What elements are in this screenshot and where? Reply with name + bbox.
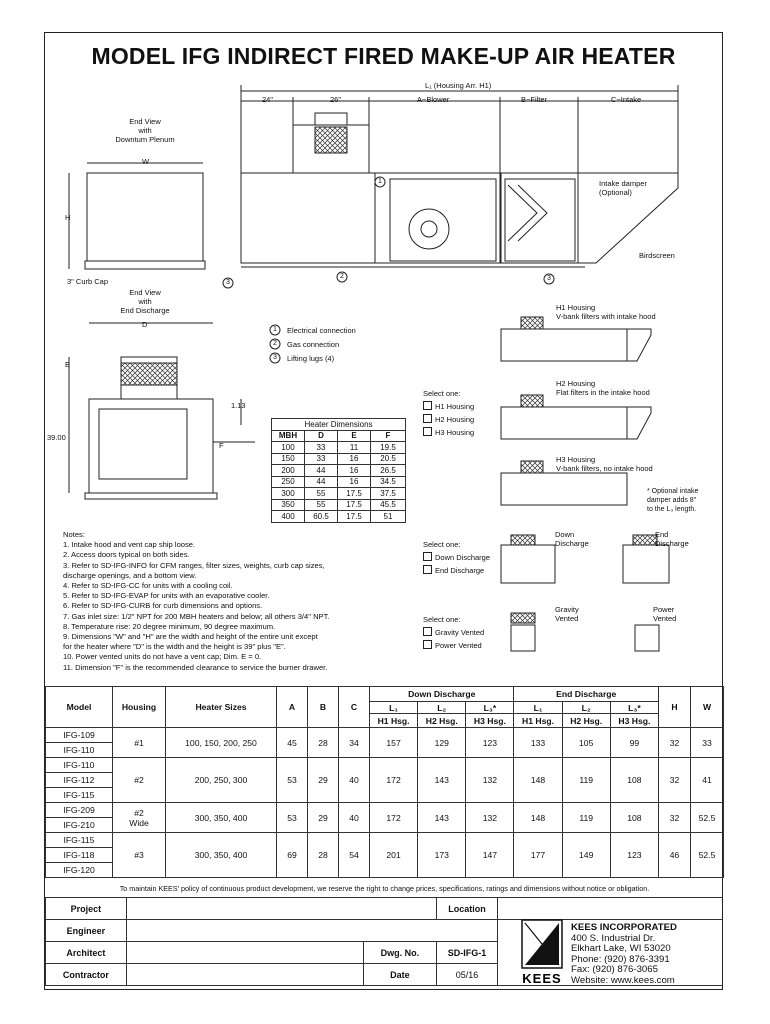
- h1-housing-label: H1 Housing V-bank filters with intake hood: [556, 303, 656, 321]
- dim-24-label: 24": [262, 95, 274, 104]
- col-h: H: [659, 687, 691, 728]
- dimension-cell: 33: [305, 453, 338, 465]
- length-cell: 201: [370, 833, 418, 878]
- dimension-cell: 350: [272, 499, 305, 511]
- col-l1: L₁: [370, 702, 418, 714]
- housing-cell: #2 Wide: [113, 803, 166, 833]
- dimension-row: [272, 476, 406, 488]
- b-cell: 29: [308, 758, 339, 803]
- option-label: H3 Housing: [435, 428, 475, 437]
- col-f: F: [371, 430, 406, 442]
- engineer-label: Engineer: [46, 920, 127, 942]
- dimension-cell: 16: [338, 476, 371, 488]
- select-label: Select one:: [423, 540, 461, 549]
- length-cell: 108: [610, 758, 658, 803]
- table-row: [46, 758, 724, 773]
- model-cell: IFG-210: [46, 818, 113, 833]
- location-field[interactable]: [497, 898, 722, 920]
- model-cell: IFG-110: [46, 743, 113, 758]
- contractor-field[interactable]: [127, 964, 364, 985]
- col-h2-hsg: H2 Hsg.: [418, 714, 466, 728]
- note-item: 9. Dimensions "W" and "H" are the width and height of the entire unit except: [63, 632, 318, 642]
- dimension-cell: 60.5: [305, 511, 338, 523]
- dimension-row: [272, 442, 406, 454]
- company-website[interactable]: Website: www.kees.com: [571, 974, 675, 986]
- col-down-discharge: Down Discharge: [370, 687, 514, 702]
- dimension-cell: 44: [305, 476, 338, 488]
- dimension-cell: 250: [272, 476, 305, 488]
- col-l1: L₁: [514, 702, 562, 714]
- page-title: MODEL IFG INDIRECT FIRED MAKE-UP AIR HEATER: [91, 43, 676, 69]
- option-label: Gravity Vented: [435, 628, 485, 637]
- col-l3: L₃*: [610, 702, 658, 714]
- dim-113-label: 1.13: [231, 401, 246, 410]
- housing-cell: #3: [113, 833, 166, 878]
- a-cell: 53: [277, 758, 308, 803]
- dimension-cell: 51: [371, 511, 406, 523]
- model-cell: IFG-209: [46, 803, 113, 818]
- dimension-cell: 45.5: [371, 499, 406, 511]
- legend-callout-1: 1: [273, 326, 277, 333]
- notes: [63, 530, 330, 673]
- model-cell: IFG-115: [46, 788, 113, 803]
- dimension-cell: 200: [272, 465, 305, 477]
- dimension-cell: 20.5: [371, 453, 406, 465]
- dimension-row: [272, 499, 406, 511]
- heater-dimensions-table: [271, 418, 406, 523]
- engineer-field[interactable]: [126, 920, 497, 942]
- dim-l1-label: L₁ (Housing Arr. H1): [425, 81, 492, 90]
- length-cell: 119: [562, 758, 610, 803]
- model-cell: IFG-109: [46, 728, 113, 743]
- company-fax: Fax: (920) 876-3065: [571, 964, 658, 976]
- heater-sizes-cell: 100, 150, 200, 250: [166, 728, 277, 758]
- option-label: Power Vented: [435, 641, 482, 650]
- select-label: Select one:: [423, 615, 461, 624]
- note-item: 5. Refer to SD-IFG-EVAP for units with an evaporative cooler.: [63, 591, 270, 601]
- callout-2: 2: [340, 273, 344, 280]
- h2-housing-label: H2 Housing Flat filters in the intake hood: [556, 379, 650, 397]
- project-label: Project: [46, 898, 127, 920]
- length-cell: 177: [514, 833, 562, 878]
- dim-filter-label: B−Filter: [521, 95, 548, 104]
- col-l2: L₂: [562, 702, 610, 714]
- a-cell: 69: [277, 833, 308, 878]
- legend-electrical: Electrical connection: [287, 326, 356, 335]
- optional-damper-note: * Optional intake damper adds 8" to the L₃ length.: [647, 488, 699, 513]
- curb-cap-label: 3" Curb Cap: [67, 277, 109, 286]
- h3-housing-label: H3 Housing V-bank filters, no intake hood: [556, 455, 653, 473]
- length-cell: 143: [418, 803, 466, 833]
- dimension-cell: 34.5: [371, 476, 406, 488]
- col-a: A: [277, 687, 308, 728]
- b-cell: 28: [308, 833, 339, 878]
- note-item: 7. Gas inlet size: 1/2" NPT for 200 MBH heaters and below; all others 3/4" NPT.: [63, 611, 330, 621]
- company-phone: Phone: (920) 876-3391: [571, 953, 670, 965]
- legend-callout-2: 2: [273, 340, 277, 347]
- col-model: Model: [46, 687, 113, 728]
- dim-3900-label: 39.00: [47, 433, 66, 442]
- length-cell: 173: [418, 833, 466, 878]
- c-cell: 40: [339, 758, 370, 803]
- c-cell: 54: [339, 833, 370, 878]
- dimension-cell: 33: [305, 442, 338, 454]
- col-h1-hsg: H1 Hsg.: [370, 714, 418, 728]
- model-cell: IFG-118: [46, 848, 113, 863]
- dimension-cell: 300: [272, 488, 305, 500]
- length-cell: 172: [370, 803, 418, 833]
- company-address2: Elkhart Lake, WI 53020: [571, 943, 671, 955]
- model-table: [45, 686, 724, 878]
- kees-logo: [521, 919, 563, 987]
- notes-heading: Notes:: [63, 530, 85, 539]
- col-heater-sizes: Heater Sizes: [166, 687, 277, 728]
- length-cell: 99: [610, 728, 658, 758]
- dim-intake-label: C−Intake: [611, 95, 642, 104]
- dim-f-label: F: [219, 441, 224, 450]
- dimension-cell: 100: [272, 442, 305, 454]
- contractor-row: [126, 964, 436, 986]
- end-view-plenum-label: End View with Downtum Plenum: [115, 117, 175, 144]
- intake-damper-label: Intake damper (Optional): [599, 179, 647, 197]
- architect-label: Architect: [46, 942, 127, 964]
- gravity-vented-label: Gravity Vented: [555, 605, 579, 623]
- dim-w-label: W: [142, 157, 150, 166]
- col-h1-hsg: H1 Hsg.: [514, 714, 562, 728]
- power-vented-label: Power Vented: [653, 605, 677, 623]
- checkbox[interactable]: [423, 552, 432, 561]
- note-item: 10. Power vented units do not have a vent cap; Dim. E = 0.: [63, 652, 262, 662]
- heater-sizes-cell: 300, 350, 400: [166, 833, 277, 878]
- dim-e-label: E: [65, 360, 71, 369]
- length-cell: 157: [370, 728, 418, 758]
- note-item: 11. Dimension "F" is the recommended clearance to service the burner drawer.: [63, 662, 328, 672]
- length-cell: 105: [562, 728, 610, 758]
- heater-dimensions-caption: Heater Dimensions: [272, 419, 406, 431]
- table-row: [46, 803, 724, 818]
- length-cell: 129: [418, 728, 466, 758]
- note-item: discharge openings, and a bottom view.: [63, 570, 197, 580]
- model-cell: IFG-120: [46, 863, 113, 878]
- checkbox[interactable]: [423, 565, 432, 574]
- vent-selector: [423, 615, 484, 650]
- company-address1: 400 S. Industrial Dr.: [571, 932, 656, 944]
- heater-dimensions-rows: [272, 442, 406, 523]
- length-cell: 108: [610, 803, 658, 833]
- dimension-cell: 17.5: [338, 511, 371, 523]
- heater-sizes-cell: 200, 250, 300: [166, 758, 277, 803]
- dim-26-label: 26": [330, 95, 342, 104]
- col-h2-hsg: H2 Hsg.: [562, 714, 610, 728]
- dwg-no-label: Dwg. No.: [380, 947, 420, 958]
- length-cell: 132: [466, 758, 514, 803]
- note-item: 4. Refer to SD-IFG-CC for units with a cooling coil.: [63, 581, 233, 591]
- select-label: Select one:: [423, 389, 461, 398]
- w-cell: 52.5: [691, 803, 724, 833]
- policy-note: To maintain KEES' policy of continuous product development, we reserve the right to change prices, specifications, ratings and dimensions without notice or obligation.: [119, 884, 650, 893]
- option-label: Down Discharge: [435, 553, 491, 562]
- col-housing: Housing: [113, 687, 166, 728]
- col-mbh: MBH: [272, 430, 305, 442]
- housing-cell: #2: [113, 758, 166, 803]
- model-table-rows: [46, 728, 724, 878]
- callout-1: 1: [378, 178, 382, 185]
- h-cell: 32: [659, 728, 691, 758]
- option-end-discharge[interactable]: [423, 565, 490, 575]
- drawing-sheet: [44, 32, 723, 990]
- model-cell: IFG-115: [46, 833, 113, 848]
- length-cell: 132: [466, 803, 514, 833]
- option-label: End Discharge: [435, 566, 485, 575]
- option-h2-housing[interactable]: [423, 414, 474, 424]
- option-power-vented[interactable]: [423, 640, 484, 650]
- option-h3-housing[interactable]: [423, 427, 474, 437]
- date-value: 05/16: [437, 964, 498, 986]
- col-end-discharge: End Discharge: [514, 687, 659, 702]
- dimension-cell: 16: [338, 453, 371, 465]
- col-c: C: [339, 687, 370, 728]
- dimension-cell: 44: [305, 465, 338, 477]
- option-label: H1 Housing: [435, 402, 475, 411]
- dimension-row: [272, 465, 406, 477]
- dim-blower-label: A−Blower: [417, 95, 450, 104]
- callout-3b: 3: [547, 275, 551, 282]
- checkbox[interactable]: [423, 401, 432, 410]
- option-down-discharge[interactable]: [423, 552, 490, 562]
- option-label: H2 Housing: [435, 415, 475, 424]
- length-cell: 148: [514, 803, 562, 833]
- checkbox[interactable]: [423, 414, 432, 423]
- architect-row: [126, 942, 436, 964]
- a-cell: 45: [277, 728, 308, 758]
- dimension-cell: 17.5: [338, 488, 371, 500]
- c-cell: 40: [339, 803, 370, 833]
- dimension-row: [272, 511, 406, 523]
- h-cell: 46: [659, 833, 691, 878]
- col-h3-hsg: H3 Hsg.: [466, 714, 514, 728]
- length-cell: 147: [466, 833, 514, 878]
- end-discharge-label: End Discharge: [655, 530, 689, 548]
- legend-callout-3: 3: [273, 354, 277, 361]
- heater-sizes-cell: 300, 350, 400: [166, 803, 277, 833]
- model-cell: IFG-110: [46, 758, 113, 773]
- col-l2: L₂: [418, 702, 466, 714]
- date-label: Date: [390, 969, 410, 980]
- checkbox[interactable]: [423, 627, 432, 636]
- note-item: 3. Refer to SD-IFG-INFO for CFM ranges, filter sizes, weights, curb cap sizes,: [63, 560, 325, 570]
- dim-h-label: H: [65, 213, 71, 222]
- end-view-discharge-label: End View with End Discharge: [120, 288, 170, 315]
- dimension-cell: 11: [338, 442, 371, 454]
- location-label: Location: [437, 898, 498, 920]
- col-l3: L₃*: [466, 702, 514, 714]
- w-cell: 41: [691, 758, 724, 803]
- h-cell: 32: [659, 803, 691, 833]
- dimension-cell: 16: [338, 465, 371, 477]
- option-gravity-vented[interactable]: [423, 627, 484, 637]
- note-item: 6. Refer to SD-IFG-CURB for curb dimensions and options.: [63, 601, 263, 611]
- h-cell: 32: [659, 758, 691, 803]
- length-cell: 123: [610, 833, 658, 878]
- length-cell: 172: [370, 758, 418, 803]
- a-cell: 53: [277, 803, 308, 833]
- project-field[interactable]: [126, 898, 436, 920]
- note-item: for the heater where "D" is the width and the height is 39" plus "E".: [63, 642, 286, 652]
- logo-text: KEES: [522, 971, 562, 986]
- length-cell: 149: [562, 833, 610, 878]
- table-row: [46, 833, 724, 848]
- checkbox[interactable]: [423, 640, 432, 649]
- dimension-cell: 150: [272, 453, 305, 465]
- company-info: [571, 923, 677, 987]
- dimension-cell: 55: [305, 499, 338, 511]
- col-d: D: [305, 430, 338, 442]
- dimension-cell: 19.5: [371, 442, 406, 454]
- table-row: [46, 728, 724, 743]
- birdscreen-label: Birdscreen: [639, 251, 675, 260]
- down-discharge-label: Down Discharge: [555, 530, 589, 548]
- b-cell: 29: [308, 803, 339, 833]
- note-item: 8. Temperature rise: 20 degree minimum, 90 degree maximum.: [63, 621, 276, 631]
- checkbox[interactable]: [423, 427, 432, 436]
- length-cell: 119: [562, 803, 610, 833]
- option-h1-housing[interactable]: [423, 401, 474, 411]
- dimension-row: [272, 488, 406, 500]
- length-cell: 133: [514, 728, 562, 758]
- col-h3-hsg: H3 Hsg.: [610, 714, 658, 728]
- housing-cell: #1: [113, 728, 166, 758]
- note-item: 2. Access doors typical on both sides.: [63, 550, 190, 560]
- contractor-label: Contractor: [46, 964, 127, 986]
- dimension-cell: 37.5: [371, 488, 406, 500]
- dim-d-label: D: [142, 320, 148, 329]
- dwg-no-value: SD-IFG-1: [437, 942, 498, 964]
- dimension-row: [272, 453, 406, 465]
- b-cell: 28: [308, 728, 339, 758]
- dimension-cell: 400: [272, 511, 305, 523]
- model-cell: IFG-112: [46, 773, 113, 788]
- architect-field[interactable]: [127, 942, 364, 963]
- length-cell: 123: [466, 728, 514, 758]
- c-cell: 34: [339, 728, 370, 758]
- discharge-selector: [423, 540, 490, 575]
- dimension-cell: 26.5: [371, 465, 406, 477]
- company-name: KEES INCORPORATED: [571, 922, 677, 933]
- note-item: 1. Intake hood and vent cap ship loose.: [63, 540, 196, 550]
- length-cell: 143: [418, 758, 466, 803]
- legend-lifting-lugs: Lifting lugs (4): [287, 354, 335, 363]
- col-e: E: [338, 430, 371, 442]
- w-cell: 52.5: [691, 833, 724, 878]
- dimension-cell: 55: [305, 488, 338, 500]
- housing-selector: [423, 389, 474, 437]
- col-w: W: [691, 687, 724, 728]
- col-b: B: [308, 687, 339, 728]
- dimension-cell: 17.5: [338, 499, 371, 511]
- callout-3: 3: [226, 279, 230, 286]
- w-cell: 33: [691, 728, 724, 758]
- legend-gas: Gas connection: [287, 340, 340, 349]
- length-cell: 148: [514, 758, 562, 803]
